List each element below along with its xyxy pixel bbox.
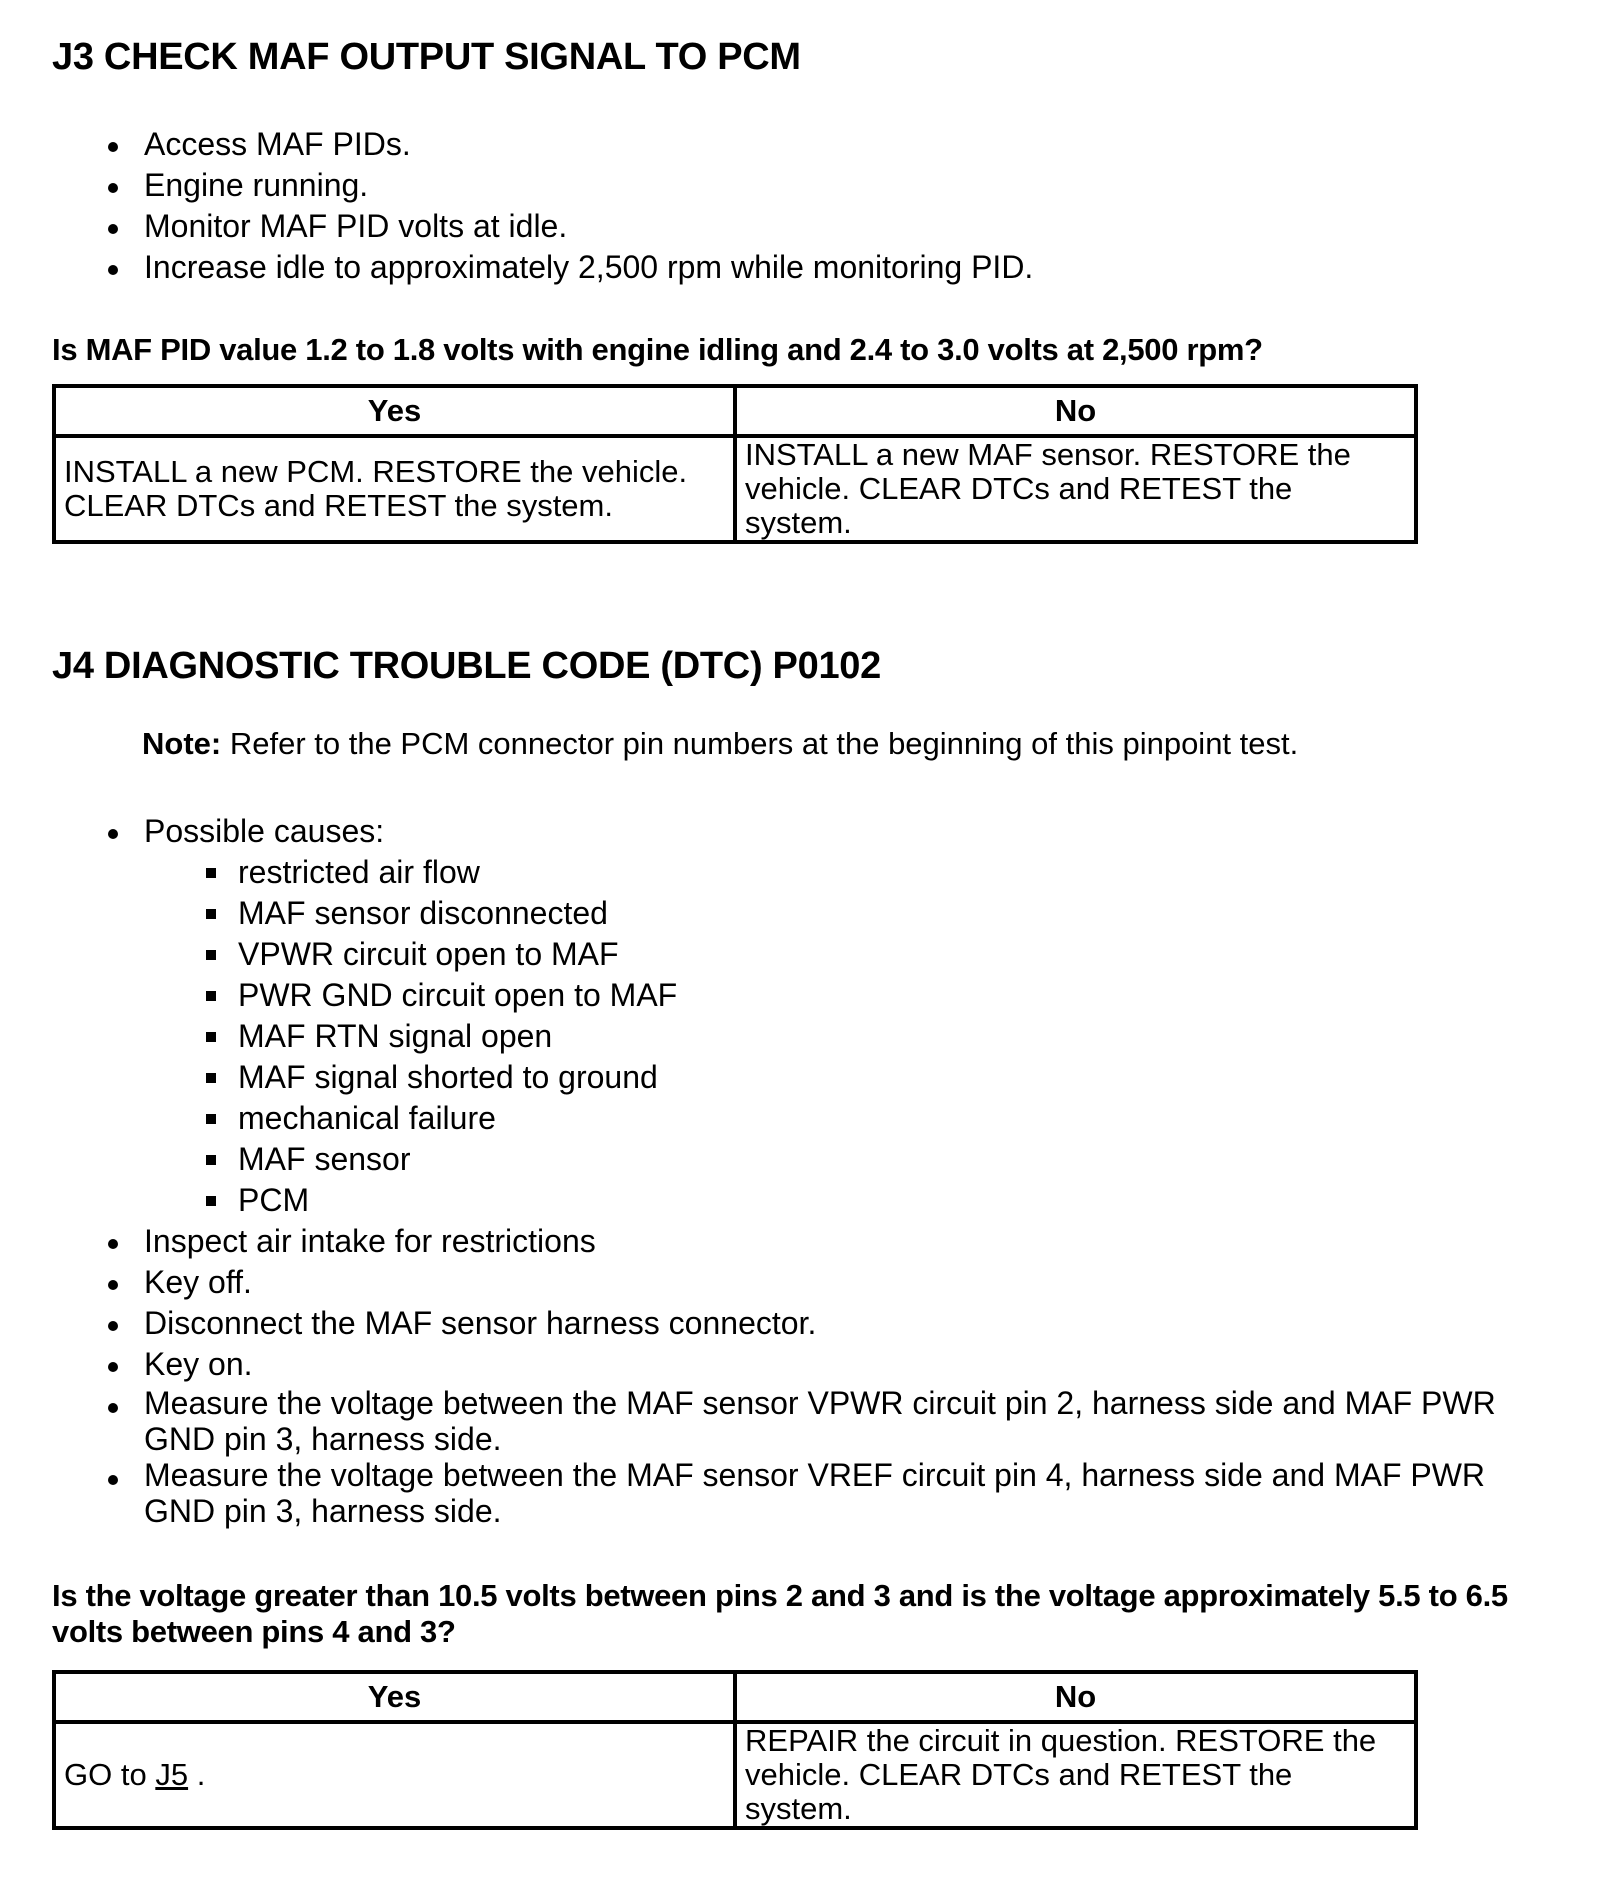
j3-steps-list bbox=[104, 124, 1033, 288]
list-item: Engine running. bbox=[104, 165, 1033, 206]
j3-title: J3 CHECK MAF OUTPUT SIGNAL TO PCM bbox=[52, 36, 801, 78]
cause-item: mechanical failure bbox=[198, 1098, 1562, 1139]
causes-list bbox=[144, 852, 1562, 1221]
list-item: Disconnect the MAF sensor harness connector. bbox=[104, 1303, 1562, 1344]
cause-item: restricted air flow bbox=[198, 852, 1562, 893]
list-item: Measure the voltage between the MAF sensor VPWR circuit pin 2, harness side and MAF PWR GND pin 3, harness side. bbox=[104, 1385, 1562, 1457]
cause-item: MAF signal shorted to ground bbox=[198, 1057, 1562, 1098]
yes-cell bbox=[54, 1722, 735, 1828]
note-label: Note: bbox=[142, 726, 222, 761]
list-item: Monitor MAF PID volts at idle. bbox=[104, 206, 1033, 247]
j4-question: Is the voltage greater than 10.5 volts between pins 2 and 3 and is the voltage approximately 5.5 to 6.5 volts between pins 4 and 3? bbox=[52, 1578, 1508, 1649]
list-item: Inspect air intake for restrictions bbox=[104, 1221, 1562, 1262]
yes-suffix: . bbox=[196, 1757, 206, 1792]
no-header: No bbox=[735, 1672, 1416, 1722]
j4-note bbox=[142, 726, 1298, 762]
j5-link[interactable]: J5 bbox=[155, 1757, 189, 1792]
no-cell: REPAIR the circuit in question. RESTORE the vehicle. CLEAR DTCs and RETEST the system. bbox=[735, 1722, 1416, 1828]
cause-item: PWR GND circuit open to MAF bbox=[198, 975, 1562, 1016]
table-header-row bbox=[54, 1672, 1416, 1722]
list-item bbox=[104, 811, 1562, 1221]
yes-cell: INSTALL a new PCM. RESTORE the vehicle. CLEAR DTCs and RETEST the system. bbox=[54, 436, 735, 542]
cause-item: MAF sensor bbox=[198, 1139, 1562, 1180]
cause-item: VPWR circuit open to MAF bbox=[198, 934, 1562, 975]
cause-item: MAF sensor disconnected bbox=[198, 893, 1562, 934]
table-row bbox=[54, 436, 1416, 542]
j4-result-table bbox=[52, 1670, 1418, 1830]
list-item: Access MAF PIDs. bbox=[104, 124, 1033, 165]
cause-item: PCM bbox=[198, 1180, 1562, 1221]
list-item: Key off. bbox=[104, 1262, 1562, 1303]
cause-item: MAF RTN signal open bbox=[198, 1016, 1562, 1057]
j4-title: J4 DIAGNOSTIC TROUBLE CODE (DTC) P0102 bbox=[52, 645, 881, 687]
yes-header: Yes bbox=[54, 386, 735, 436]
table-row bbox=[54, 1722, 1416, 1828]
note-text: Refer to the PCM connector pin numbers at the beginning of this pinpoint test. bbox=[229, 726, 1299, 761]
table-header-row bbox=[54, 386, 1416, 436]
causes-label: Possible causes: bbox=[144, 813, 385, 849]
list-item: Measure the voltage between the MAF sensor VREF circuit pin 4, harness side and MAF PWR GND pin 3, harness side. bbox=[104, 1457, 1562, 1529]
yes-header: Yes bbox=[54, 1672, 735, 1722]
list-item: Key on. bbox=[104, 1344, 1562, 1385]
yes-prefix: GO to bbox=[64, 1757, 147, 1792]
no-cell: INSTALL a new MAF sensor. RESTORE the vehicle. CLEAR DTCs and RETEST the system. bbox=[735, 436, 1416, 542]
j3-result-table bbox=[52, 384, 1418, 544]
j4-steps-list bbox=[104, 811, 1562, 1529]
no-header: No bbox=[735, 386, 1416, 436]
j3-question: Is MAF PID value 1.2 to 1.8 volts with engine idling and 2.4 to 3.0 volts at 2,500 rpm? bbox=[52, 332, 1263, 367]
list-item: Increase idle to approximately 2,500 rpm while monitoring PID. bbox=[104, 247, 1033, 288]
